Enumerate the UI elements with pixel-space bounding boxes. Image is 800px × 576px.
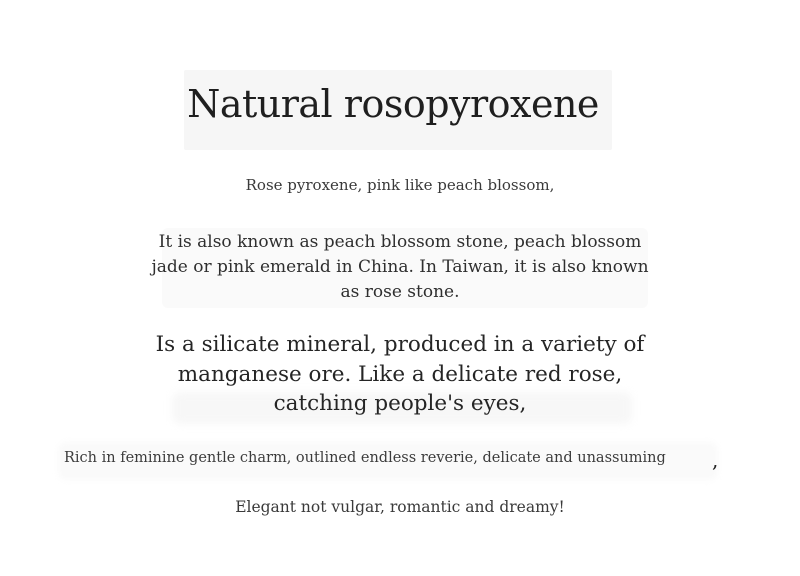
paragraph-feminine-charm: Rich in feminine gentle charm, outlined endless reverie, delicate and unassuming (64, 450, 666, 466)
paragraph-trailing-comma: , (712, 448, 719, 472)
paragraph-alternative-names: It is also known as peach blossom stone, peach blossom jade or pink emerald in China. In Taiwan, it is also known as rose stone. (151, 232, 649, 302)
paragraph-elegant: Elegant not vulgar, romantic and dreamy! (235, 498, 565, 516)
page-title: Natural rosopyroxene (187, 82, 599, 126)
paragraph-silicate-mineral: Is a silicate mineral, produced in a variety of manganese ore. Like a delicate red rose, catching people's eyes, (155, 332, 645, 416)
paragraph-peach-blossom: Rose pyroxene, pink like peach blossom, (245, 176, 555, 194)
